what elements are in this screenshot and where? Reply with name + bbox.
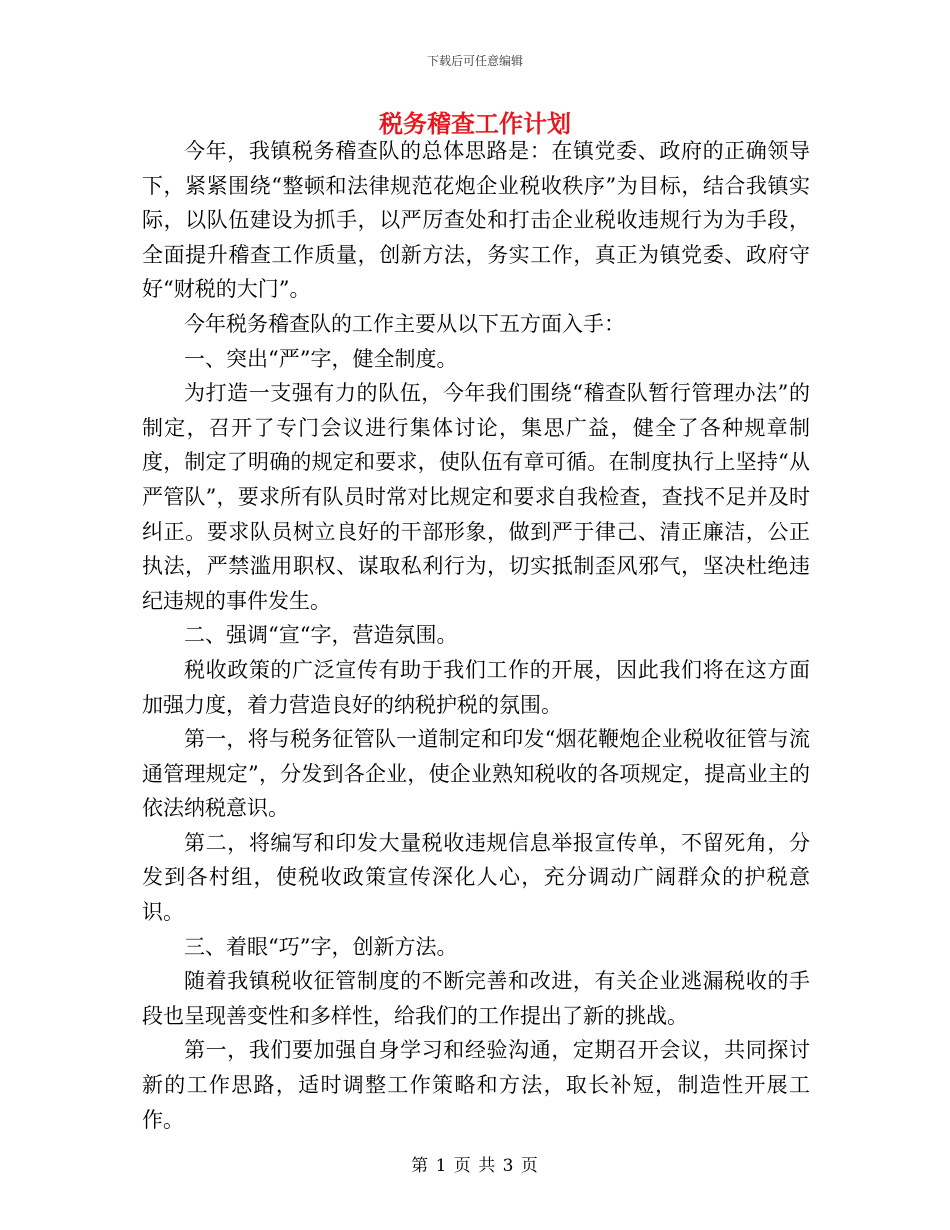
paragraph-section-2: 税收政策的广泛宣传有助于我们工作的开展，因此我们将在这方面加强力度，着力营造良好的纳税护税的氛围。 — [142, 657, 810, 717]
section-heading-1: 一、突出“严”字，健全制度。 — [184, 346, 458, 371]
document-body — [142, 134, 810, 1137]
paragraph-section-2-second: 第二，将编写和印发大量税收违规信息举报宣传单，不留死角，分发到各村组，使税收政策宣传深化人心，充分调动广阔群众的护税意识。 — [142, 830, 810, 925]
paragraph-section-1: 为打造一支强有力的队伍，今年我们围绕“稽查队暂行管理办法”的制定，召开了专门会议进行集体讨论，集思广益，健全了各种规章制度，制定了明确的规定和要求，使队伍有章可循。在制度执行上坚持“从严管队”，要求所有队员时常对比规定和要求自我检查，查找不足并及时纠正。要求队员树立良好的干部形象，做到严于律己、清正廉洁，公正执法，严禁滥用职权、谋取私利行为，切实抵制歪风邪气，坚决杜绝违纪违规的事件发生。 — [142, 381, 810, 613]
paragraph-intro: 今年，我镇税务稽查队的总体思路是：在镇党委、政府的正确领导下，紧紧围绕“整顿和法律规范花炮企业税收秩序”为目标，结合我镇实际，以队伍建设为抓手，以严厉查处和打击企业税收违规行为为手段，全面提升稽查工作质量，创新方法，务实工作，真正为镇党委、政府守好“财税的大门”。 — [142, 139, 810, 302]
section-heading-3: 三、着眼“巧”字，创新方法。 — [184, 934, 458, 959]
section-heading-2: 二、强调“宣“字，营造氛围。 — [184, 623, 458, 648]
page-indicator: 第 1 页 共 3 页 — [411, 1156, 539, 1176]
paragraph-section-3: 随着我镇税收征管制度的不断完善和改进，有关企业逃漏税收的手段也呈现善变性和多样性，给我们的工作提出了新的挑战。 — [142, 969, 810, 1028]
paragraph-section-2-first: 第一，将与税务征管队一道制定和印发“烟花鞭炮企业税收征管与流通管理规定”，分发到各企业，使企业熟知税收的各项规定，提高业主的依法纳税意识。 — [142, 727, 810, 821]
paragraph-overview: 今年税务稽查队的工作主要从以下五方面入手： — [184, 311, 625, 336]
header-note: 下载后可任意编辑 — [426, 54, 523, 68]
document-title: 税务稽查工作计划 — [379, 109, 571, 138]
paragraph-section-3-first: 第一，我们要加强自身学习和经验沟通，定期召开会议，共同探讨新的工作思路，适时调整工作策略和方法，取长补短，制造性开展工作。 — [142, 1038, 810, 1132]
